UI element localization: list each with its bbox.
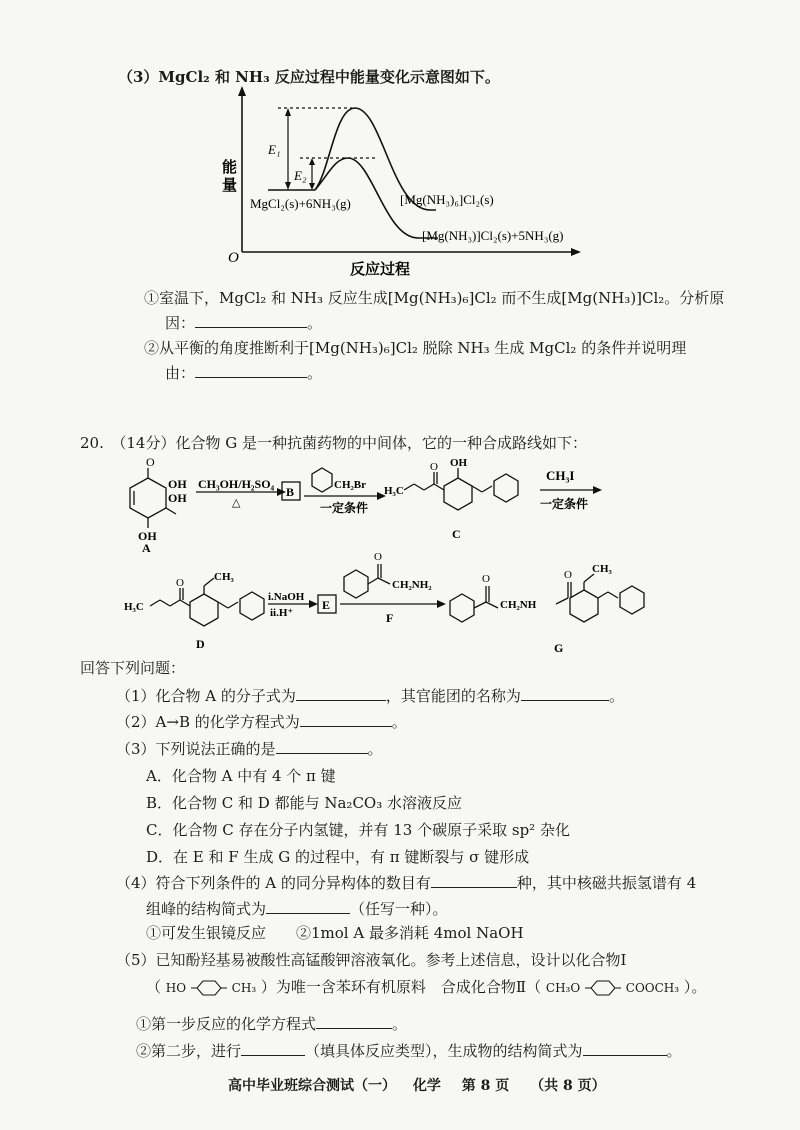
label-a: A — [142, 541, 151, 555]
reagent-4-bottom: ii.H⁺ — [270, 607, 294, 619]
label-e: E — [322, 598, 331, 612]
ring-d — [190, 594, 218, 626]
q20-part1 — [116, 685, 624, 706]
q19-3-sub2-end: 。 — [307, 364, 323, 382]
f-o-label: O — [374, 551, 382, 563]
q20-part4-prompt-c: 组峰的结构简式为 — [146, 900, 267, 918]
q19-3-sub1-line1: ①室温下，MgCl₂ 和 NH₃ 反应生成[Mg(NH₃)₆]Cl₂ 而不生成[Mg(NH₃)]Cl₂。分析原 — [144, 289, 725, 307]
ring-c — [444, 478, 472, 510]
q20-part5-paren-open: （ — [146, 978, 162, 996]
q19-3-heading: （3）MgCl₂ 和 NH₃ 反应过程中能量变化示意图如下。 — [118, 68, 500, 86]
q20-part2-prompt: （2）A→B 的化学方程式为 — [116, 713, 300, 731]
a-oh2-label: OH — [168, 491, 187, 505]
ring-g-core — [570, 590, 598, 622]
reagent-1-top: CH₃OH/H₂SO₄ — [198, 477, 275, 491]
reactants-label: MgCl₂(s)+6NH₃(g) — [250, 196, 351, 211]
f-group-label: CH₂NH₂ — [392, 579, 432, 591]
c-oh-label: OH — [450, 457, 468, 469]
q20-part5-step2-prompt-b: （填具体反应类型），生成物的结构简式为 — [305, 1042, 583, 1060]
e2-label: E₂ — [294, 168, 307, 183]
footer-subject: 化学 — [412, 1078, 441, 1094]
q20-part1-prompt-b: ，其官能团的名称为 — [385, 687, 521, 705]
q19-3-sub1-prefix: 因： — [165, 314, 196, 332]
q20-part5-step1-prompt: ①第一步反应的化学方程式 — [136, 1015, 317, 1033]
q20-part5-step1-blank[interactable] — [316, 1014, 392, 1029]
label-d: D — [196, 637, 205, 651]
q20-part4-prompt-d: （任写一种）。 — [350, 900, 448, 918]
label-b: B — [286, 485, 295, 499]
q20-part1-end: 。 — [608, 687, 624, 705]
q20-part4-conditions: ①可发生银镜反应 ②1mol A 最多消耗 4mol NaOH — [146, 924, 524, 942]
origin-label: O — [228, 250, 239, 266]
g-o2-label: O — [564, 569, 572, 581]
q20-part3-end: 。 — [367, 740, 383, 758]
footer-exam: 高中毕业班综合测试（一） — [228, 1078, 396, 1094]
q20-part2-equation-blank[interactable] — [300, 712, 392, 727]
q19-3-sub2-line1: ②从平衡的角度推断利于[Mg(NH₃)₆]Cl₂ 脱除 NH₃ 生成 MgCl₂ 的条件并说明理 — [144, 339, 687, 357]
q19-3-sub2-prefix: 由： — [165, 364, 196, 382]
q20-part4-prompt: （4）符合下列条件的 A 的同分异构体的数目有 — [116, 874, 431, 892]
product-hexa-label: [Mg(NH₃)₆]Cl₂(s) — [400, 192, 494, 207]
q20-part1-prompt: （1）化合物 A 的分子式为 — [116, 687, 296, 705]
q20-part5-step2-end: 。 — [666, 1042, 682, 1060]
q20-part5-line1: （5）已知酚羟基易被酸性高锰酸钾溶液氧化。参考上述信息，设计以化合物Ⅰ — [116, 951, 627, 969]
q20-part5-line2 — [146, 976, 706, 997]
q20-part4-line2 — [146, 898, 448, 919]
q20-part3 — [116, 738, 383, 759]
answer-intro: 回答下列问题： — [80, 659, 186, 677]
page-footer — [228, 1075, 606, 1095]
q20-part4-structure-blank[interactable] — [266, 899, 350, 914]
label-g: G — [554, 641, 564, 655]
e1-label: E₁ — [268, 142, 281, 157]
q20-part5-product-blank[interactable] — [583, 1041, 667, 1056]
a-oh3-label: OH — [138, 529, 157, 543]
q20-part2-end: 。 — [391, 713, 407, 731]
compound-ii-ring — [585, 980, 621, 996]
product-mono-label: [Mg(NH₃)]Cl₂(s)+5NH₃(g) — [422, 228, 564, 243]
c-h3c-label: H₃C — [384, 485, 404, 497]
c-o-label: O — [430, 461, 438, 473]
q20-part1-group-blank[interactable] — [521, 686, 609, 701]
q20-part5-step2-prompt: ②第二步，进行 — [136, 1042, 242, 1060]
q20-part5-paren-close: ）。 — [683, 978, 707, 996]
q20-part4-line1 — [116, 872, 696, 893]
reagent-2-bottom: 一定条件 — [320, 501, 369, 515]
q20-part5-mid: ）为唯一含苯环有机原料 合成化合物Ⅱ（ — [260, 978, 542, 996]
compound-i-ch3: CH₃ — [231, 981, 257, 995]
q20-part5-step1-end: 。 — [392, 1015, 408, 1033]
g-o1-label: O — [482, 573, 490, 585]
reagent-2-group: CH₂Br — [334, 479, 367, 491]
q20-part4-prompt-b: 种，其中核磁共振氢谱有 4 — [516, 874, 697, 892]
option-c: C．化合物 C 存在分子内氢键，并有 13 个碳原子采取 sp² 杂化 — [146, 821, 570, 839]
q20-part1-formula-blank[interactable] — [296, 686, 386, 701]
reagent-3-bottom: 一定条件 — [540, 497, 589, 511]
q20-part5-step2 — [136, 1040, 682, 1061]
g-ch3-label: CH₃ — [592, 563, 612, 575]
q20-part2 — [116, 711, 407, 732]
q20-part4-count-blank[interactable] — [431, 873, 517, 888]
option-b: B．化合物 C 和 D 都能与 Na₂CO₃ 水溶液反应 — [146, 794, 463, 812]
arrow-c-to-d-head — [593, 486, 602, 494]
reagent-1-bottom: △ — [232, 497, 241, 509]
ring-a — [130, 478, 166, 518]
ring-g-phenyl — [450, 594, 474, 622]
option-d: D．在 E 和 F 生成 G 的过程中，有 π 键断裂与 σ 键形成 — [146, 848, 530, 866]
q20-part5-step1 — [136, 1013, 407, 1034]
option-a: A．化合物 A 中有 4 个 π 键 — [146, 767, 336, 785]
ring-f — [344, 570, 368, 598]
footer-page: 第 8 页 — [461, 1078, 510, 1094]
reagent-4-top: i.NaOH — [268, 591, 305, 603]
label-f: F — [386, 611, 394, 625]
d-h3c-label: H₃C — [124, 601, 144, 613]
g-group-label: CH₂NH — [500, 599, 537, 611]
compound-i-ho: HO — [165, 981, 187, 995]
ring-d-benzyl — [240, 592, 264, 620]
d-ch3-label: CH₃ — [214, 571, 234, 583]
reagent-3-top: CH₃I — [546, 468, 575, 483]
y-axis-label-1: 能 — [222, 160, 238, 176]
q20-part3-answer-blank[interactable] — [276, 739, 368, 754]
ring-g-benzyl — [620, 586, 644, 614]
compound-ii-cooch3: COOCH₃ — [625, 981, 680, 995]
arrow-d-to-e-head — [309, 600, 318, 608]
q20-part5-reaction-type-blank[interactable] — [241, 1041, 305, 1056]
q19-3-sub1-end: 。 — [307, 314, 323, 332]
ring-benzyl-bromide — [312, 468, 332, 492]
compound-ii-ch3o: CH₃O — [545, 981, 581, 995]
q20-heading: 20. （14分）化合物 G 是一种抗菌药物的中间体，它的一种合成路线如下： — [80, 434, 587, 452]
footer-total: （共 8 页） — [530, 1078, 606, 1094]
y-axis-label-2: 量 — [222, 178, 238, 194]
d-o-label: O — [176, 577, 184, 589]
q20-part3-prompt: （3）下列说法正确的是 — [116, 740, 276, 758]
a-o-label: O — [146, 455, 155, 469]
ring-c-benzyl — [494, 474, 518, 502]
a-oh1-label: OH — [168, 477, 187, 491]
arrow-e-to-g-head — [437, 600, 446, 608]
x-axis-label: 反应过程 — [350, 262, 411, 278]
label-c: C — [452, 527, 461, 541]
compound-i-ring — [191, 980, 227, 996]
